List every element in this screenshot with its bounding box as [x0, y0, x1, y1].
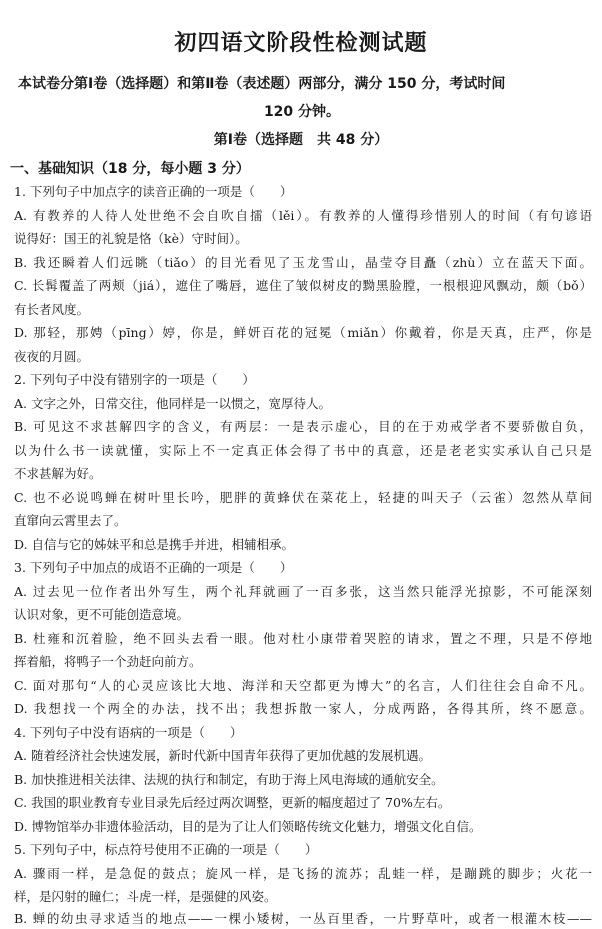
question-3-option-a-line-1: A. 过去见一位作者出外写生，两个礼拜就画了一百多张，这当然只能浮光掠影，不可能深刻: [14, 584, 592, 599]
question-2-stem: 2. 下列句子中没有错别字的一项是（ ）: [14, 372, 255, 387]
question-2-option-d: D. 自信与它的姊妹平和总是携手并进，相辅相承。: [14, 537, 295, 552]
question-3-option-b-line-2: 挥着船，将鸭子一个劲赶向前方。: [14, 654, 202, 669]
question-2-option-b-line-3: 不求甚解为好。: [14, 466, 102, 481]
question-4-option-a: A. 随着经济社会快速发展，新时代新中国青年获得了更加优越的发展机遇。: [14, 748, 431, 763]
question-3-option-a-line-2: 认识对象，更不可能创造意境。: [14, 607, 190, 622]
question-1-option-d-line-1: D. 那轻，那娉（pīng）婷，你是，鲜妍百花的冠冕（miǎn）你戴着，你是天真，庄严，你是: [14, 325, 592, 340]
exam-intro-line-2: 120 分钟。: [263, 104, 341, 120]
question-2-option-c-line-2: 直窜向云霄里去了。: [14, 513, 127, 528]
question-1-option-c-line-1: C. 长髯覆盖了两颊（jiá），遮住了嘴唇，遮住了皱似树皮的黝黑脸膛，一根根迎风飘动，颇（bǒ）: [14, 278, 592, 293]
question-5-option-a-line-1: A. 骤雨一样，是急促的鼓点；旋风一样，是飞扬的流苏；乱蛙一样，是蹦跳的脚步；火花一: [14, 866, 592, 881]
question-5-option-b-line-1: B. 蝉的幼虫寻求适当的地点——一棵小矮树，一丛百里香，一片野草叶，或者一根灌木枝——: [14, 911, 592, 926]
question-5-stem: 5. 下列句子中，标点符号使用不正确的一项是（ ）: [14, 842, 318, 857]
question-1-option-b: B. 我还瞬着人们远眺（tiǎo）的目光看见了玉龙雪山，晶莹夺目矗（zhù）立在蓝天下面。: [14, 255, 592, 270]
question-1-option-a-line-2: 说得好：国王的礼貌是恪（kè）守时间）。: [14, 231, 248, 246]
question-2-option-b-line-1: B. 可见这不求甚解四字的含义，有两层：一是表示虚心，目的在于劝戒学者不要骄傲自负，: [14, 419, 592, 434]
exam-intro-line-1: 本试卷分第Ⅰ卷（选择题）和第Ⅱ卷（表述题）两部分，满分 150 分，考试时间: [18, 76, 506, 92]
question-4-stem: 4. 下列句子中没有语病的一项是（ ）: [14, 725, 243, 740]
question-2-option-b-line-2: 以为什么书一读就懂，实际上不一定真正体会得了书中的真意，还是老老实实承认自己只是: [14, 443, 592, 458]
section-1-heading: 一、基础知识（18 分，每小题 3 分）: [10, 161, 250, 177]
question-3-option-b-line-1: B. 杜雍和沉着脸，绝不回头去看一眼。他对杜小康带着哭腔的请求，置之不理，只是不停地: [14, 631, 592, 646]
question-4-option-c: C. 我国的职业教育专业目录先后经过两次调整，更新的幅度超过了 70%左右。: [14, 795, 451, 810]
question-1-option-a-line-1: A. 有教养的人待人处世绝不会自吹自擂（lěi）。有教养的人懂得珍惜别人的时间（有句谚语: [14, 208, 592, 223]
question-1-option-d-line-2: 夜夜的月圆。: [14, 349, 90, 364]
page-title: 初四语文阶段性检测试题: [174, 31, 428, 56]
question-2-option-a: A. 文字之外，日常交往，他同样是一以惯之，宽厚待人。: [14, 396, 331, 411]
question-5-option-a-line-2: 样，是闪射的瞳仁；斗虎一样，是强健的风姿。: [14, 889, 277, 904]
question-1-option-c-line-2: 有长者风度。: [14, 302, 90, 317]
question-2-option-c-line-1: C. 也不必说鸣蝉在树叶里长吟，肥胖的黄蜂伏在菜花上，轻捷的叫天子（云雀）忽然从草间: [14, 490, 592, 505]
question-4-option-b: B. 加快推进相关法律、法规的执行和制定，有助于海上风电海域的通航安全。: [14, 772, 444, 787]
question-1-stem: 1. 下列句子中加点字的读音正确的一项是（ ）: [14, 184, 293, 199]
question-4-option-d: D. 博物馆举办非遗体验活动，目的是为了让人们领略传统文化魅力，增强文化自信。: [14, 819, 482, 834]
question-3-option-d: D. 我想找一个两全的办法，找不出；我想拆散一家人，分成两路，各得其所，终不愿意。: [14, 701, 592, 716]
volume-1-heading: 第Ⅰ卷（选择题 共 48 分）: [213, 132, 389, 148]
question-3-stem: 3. 下列句子中加点的成语不正确的一项是（ ）: [14, 560, 293, 575]
question-3-option-c: C. 面对那句“人的心灵应该比大地、海洋和天空都更为博大”的名言，人们往往会自命不凡。: [14, 678, 592, 693]
